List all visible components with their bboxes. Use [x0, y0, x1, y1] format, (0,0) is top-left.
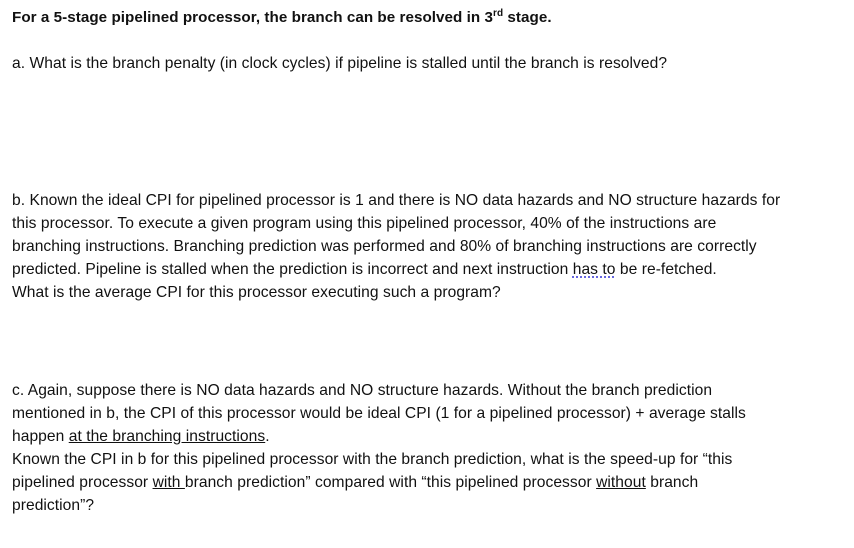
question-c-line: [12, 425, 746, 448]
problem-title: [12, 6, 552, 29]
text-span: predicted. Pipeline is stalled when the prediction is incorrect and next instruction: [12, 261, 573, 278]
question-c-line: mentioned in b, the CPI of this processor would be ideal CPI (1 for a pipelined processor) + average stalls: [12, 405, 746, 422]
question-b-line: What is the average CPI for this processor executing such a program?: [12, 284, 501, 301]
grammar-flagged-text: has to: [572, 261, 616, 278]
underlined-text: at the branching instructions: [68, 428, 266, 445]
question-c-line: [12, 471, 746, 494]
underlined-text: with: [152, 474, 185, 491]
text-span: pipelined processor: [12, 474, 153, 491]
text-span: be re-fetched.: [615, 261, 717, 278]
underlined-text: without: [596, 474, 646, 491]
question-b-line: b. Known the ideal CPI for pipelined processor is 1 and there is NO data hazards and NO structure hazards for: [12, 192, 781, 209]
question-a-line: a. What is the branch penalty (in clock cycles) if pipeline is stalled until the branch is resolved?: [12, 55, 668, 72]
question-b-line: [12, 258, 780, 281]
question-c: [12, 379, 746, 517]
question-c-line: prediction”?: [12, 497, 95, 514]
question-c-line: c. Again, suppose there is NO data hazards and NO structure hazards. Without the branch prediction: [12, 382, 713, 399]
question-b-line: branching instructions. Branching prediction was performed and 80% of branching instructions are correctly: [12, 238, 757, 255]
text-span: happen: [12, 428, 69, 445]
question-b: [12, 189, 780, 304]
title-text: For a 5-stage pipelined processor, the branch can be resolved in 3: [12, 9, 494, 26]
title-superscript: rd: [493, 7, 504, 19]
text-span: branch: [645, 474, 699, 491]
text-span: branch prediction” compared with “this pipelined processor: [184, 474, 597, 491]
question-b-line: this processor. To execute a given program using this pipelined processor, 40% of the instructions are: [12, 215, 717, 232]
question-c-line: Known the CPI in b for this pipelined processor with the branch prediction, what is the speed-up for “this: [12, 451, 733, 468]
text-span: .: [265, 428, 270, 445]
title-text-end: stage.: [503, 9, 552, 26]
question-a: [12, 52, 667, 75]
